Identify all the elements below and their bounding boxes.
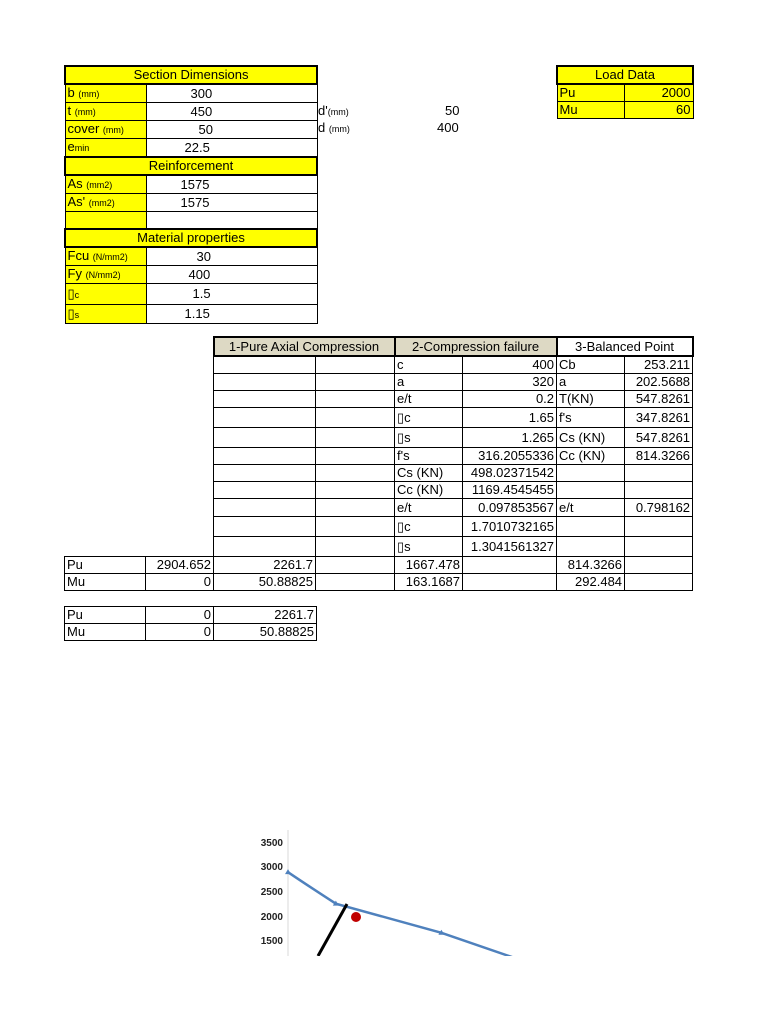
calc-c3-label xyxy=(557,482,625,499)
load-mu-value[interactable]: 60 xyxy=(624,102,693,119)
calc-pu-case1b: 2261.7 xyxy=(214,557,316,574)
case3-header: 3-Balanced Point xyxy=(557,337,693,356)
calc-mu-case1a: 0 xyxy=(146,574,214,591)
section-emin-value[interactable]: 22.5 xyxy=(146,139,317,158)
calc-c3-value: 347.8261 xyxy=(625,408,693,428)
load-mu-label: Mu xyxy=(557,102,624,119)
section-b-label: b (mm) xyxy=(65,84,146,103)
calc-c2-value: 0.2 xyxy=(463,391,557,408)
calc-c3-label xyxy=(557,537,625,557)
calc-pu-case3: 814.3266 xyxy=(557,557,625,574)
calc-mu-label: Mu xyxy=(65,574,146,591)
load-point-marker xyxy=(351,912,361,922)
calc-c2-value: 320 xyxy=(463,374,557,391)
section-t-value[interactable]: 450 xyxy=(146,103,317,121)
calc-c3-value: 0.798162 xyxy=(625,499,693,517)
calc-c2-label: Cs (KN) xyxy=(395,465,463,482)
d-value: 400 xyxy=(437,120,459,135)
calc-mu-case3: 292.484 xyxy=(557,574,625,591)
section-table xyxy=(64,65,318,324)
reinf-asp-label: As' (mm2) xyxy=(65,194,146,212)
load-pu-value[interactable]: 2000 xyxy=(624,84,693,102)
calc-c3-value xyxy=(625,482,693,499)
mat-fcu-label: Fcu (N/mm2) xyxy=(65,247,146,266)
d-label: d (mm) xyxy=(318,120,350,135)
summary-table xyxy=(64,606,317,641)
calc-c2-value: 316.2055336 xyxy=(463,448,557,465)
calc-mu-case1b: 50.88825 xyxy=(214,574,316,591)
calc-c2-value: 1.65 xyxy=(463,408,557,428)
calc-c3-label: Cb xyxy=(557,356,625,374)
calc-c2-value: 1.265 xyxy=(463,428,557,448)
section-t-label: t (mm) xyxy=(65,103,146,121)
calc-c2-label: ▯s xyxy=(395,428,463,448)
summary-pu-a: 0 xyxy=(146,607,214,624)
summary-pu-b: 2261.7 xyxy=(214,607,317,624)
calc-c3-label: Cc (KN) xyxy=(557,448,625,465)
calc-c2-value: 498.02371542 xyxy=(463,465,557,482)
calc-c3-value xyxy=(625,465,693,482)
calc-mu-case2: 163.1687 xyxy=(395,574,463,591)
calc-c3-label: a xyxy=(557,374,625,391)
calc-c3-label xyxy=(557,517,625,537)
reinf-as-value[interactable]: 1575 xyxy=(146,175,317,194)
calc-c2-label: ▯s xyxy=(395,537,463,557)
calc-c3-label: T(KN) xyxy=(557,391,625,408)
y-tick-label: 3500 xyxy=(260,838,283,849)
calc-c2-value: 1169.4545455 xyxy=(463,482,557,499)
section-cover-label: cover (mm) xyxy=(65,121,146,139)
calc-c2-value: 1.3041561327 xyxy=(463,537,557,557)
interaction-chart xyxy=(250,830,570,956)
calc-c3-value: 547.8261 xyxy=(625,391,693,408)
calc-c2-value: 400 xyxy=(463,356,557,374)
y-tick-label: 2000 xyxy=(260,912,283,923)
calc-c2-label: ▯c xyxy=(395,517,463,537)
calc-c3-value xyxy=(625,517,693,537)
calc-c2-label: e/t xyxy=(395,499,463,517)
mat-fy-value[interactable]: 400 xyxy=(146,266,317,284)
y-tick-label: 3000 xyxy=(260,862,283,873)
calc-c3-label: f's xyxy=(557,408,625,428)
calc-c3-value: 547.8261 xyxy=(625,428,693,448)
calc-c2-label: f's xyxy=(395,448,463,465)
section-header: Section Dimensions xyxy=(65,66,317,84)
calc-c3-value: 202.5688 xyxy=(625,374,693,391)
calc-c2-value: 1.7010732165 xyxy=(463,517,557,537)
calc-c3-value xyxy=(625,537,693,557)
mat-fcu-value[interactable]: 30 xyxy=(146,247,317,266)
case1-header: 1-Pure Axial Compression xyxy=(214,337,395,356)
load-pu-label: Pu xyxy=(557,84,624,102)
calc-c2-label: e/t xyxy=(395,391,463,408)
summary-pu-label: Pu xyxy=(65,607,146,624)
calc-c3-value: 814.3266 xyxy=(625,448,693,465)
series-line xyxy=(288,872,563,956)
material-header: Material properties xyxy=(65,229,317,247)
calc-c2-value: 0.097853567 xyxy=(463,499,557,517)
reinf-empty-label xyxy=(65,212,146,230)
calc-pu-case1a: 2904.652 xyxy=(146,557,214,574)
reinforcement-header: Reinforcement xyxy=(65,157,317,175)
mat-gs-value[interactable]: 1.15 xyxy=(146,305,317,324)
y-tick-label: 1500 xyxy=(260,936,283,947)
load-table xyxy=(556,65,694,119)
reinf-empty-value xyxy=(146,212,317,230)
calc-c2-label: ▯c xyxy=(395,408,463,428)
calc-table xyxy=(64,336,694,591)
load-header: Load Data xyxy=(557,66,693,84)
calc-pu-label: Pu xyxy=(65,557,146,574)
reinf-asp-value[interactable]: 1575 xyxy=(146,194,317,212)
mat-gc-label: ▯c xyxy=(65,284,146,305)
mat-gs-label: ▯s xyxy=(65,305,146,324)
chart-guide-line xyxy=(318,904,347,956)
calc-c2-label: c xyxy=(395,356,463,374)
calc-pu-case2: 1667.478 xyxy=(395,557,463,574)
section-b-value[interactable]: 300 xyxy=(146,84,317,103)
calc-c3-label: e/t xyxy=(557,499,625,517)
calc-c3-label: Cs (KN) xyxy=(557,428,625,448)
y-tick-label: 2500 xyxy=(260,887,283,898)
summary-mu-a: 0 xyxy=(146,624,214,641)
case2-header: 2-Compression failure xyxy=(395,337,557,356)
reinf-as-label: As (mm2) xyxy=(65,175,146,194)
mat-gc-value[interactable]: 1.5 xyxy=(146,284,317,305)
summary-mu-b: 50.88825 xyxy=(214,624,317,641)
dprime-label: d'(mm) xyxy=(318,103,349,118)
section-cover-value[interactable]: 50 xyxy=(146,121,317,139)
calc-c3-label xyxy=(557,465,625,482)
calc-c2-label: a xyxy=(395,374,463,391)
series-point xyxy=(285,869,291,874)
calc-c2-label: Cc (KN) xyxy=(395,482,463,499)
summary-mu-label: Mu xyxy=(65,624,146,641)
section-emin-label: emin xyxy=(65,139,146,158)
calc-c3-value: 253.211 xyxy=(625,356,693,374)
mat-fy-label: Fy (N/mm2) xyxy=(65,266,146,284)
dprime-value: 50 xyxy=(445,103,460,118)
